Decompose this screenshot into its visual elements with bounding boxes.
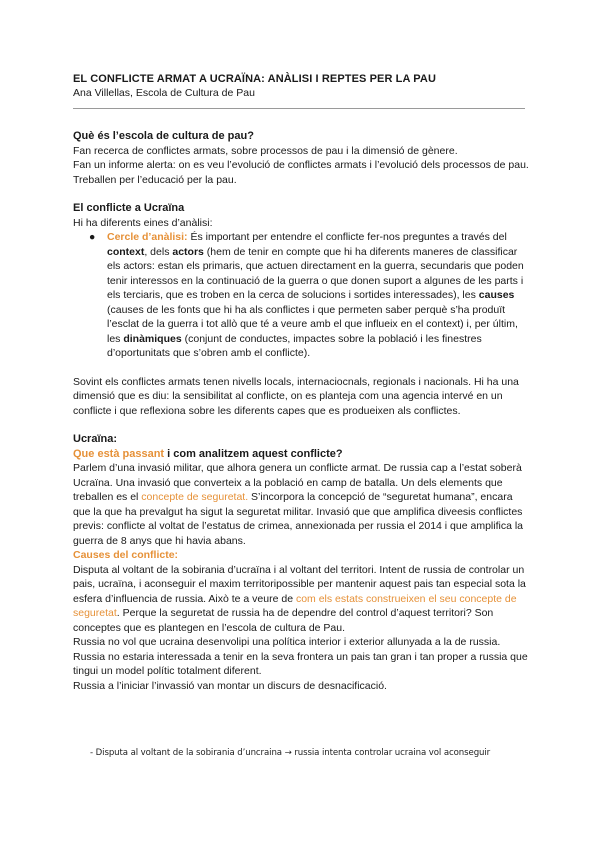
causes-heading: Causes del conflicte:	[73, 549, 179, 561]
ukraine-paragraph-5: Russia a l’iniciar l’invassió van montar un discurs de desnacificació.	[73, 679, 387, 692]
ukraine-heading: Ucraïna:	[73, 433, 118, 445]
states-security-highlight: com els estats construeixen el seu concepte de seguretat	[73, 592, 517, 619]
school-line-3: Treballen per l’educació per la pau.	[73, 173, 237, 186]
ukraine-paragraph-1	[73, 461, 529, 548]
school-line-1: Fan recerca de conflictes armats, sobre processos de pau i la dimensió de gènere.	[73, 144, 458, 157]
security-concept-highlight: concepte de seguretat.	[141, 491, 249, 503]
term-dynamics: dinàmiques	[123, 332, 182, 345]
document-page	[73, 72, 529, 693]
paragraph-text: Disputa al voltant de la sobirania d’ucraïna i al voltant del territori. Intent de russia de controlar un pais, ucraïna, i aconseguir el maxim territoripossible per mantenir aquest pais tan especial sota la esfera d’influencia de russia. Això te a veure de	[73, 563, 526, 605]
school-line-2: Fan un informe alerta: on es veu l’evolució de conflictes armats i l’evolució dels processos de pau.	[73, 159, 529, 171]
bullet-text: (conjunt de conductes, impactes sobre la població i les finestres d’oportunitats que s’obren amb el conflicte).	[107, 332, 482, 359]
term-actors: actors	[172, 245, 204, 258]
bullet-text: (hem de tenir en compte que hi ha diferents maneres de classificar els actors: estan els primaris, que actuen directament en la guerra, secundaris que poden tenir interessos en la continuació de la guerra o que donen suport a algunes de les parts i els terciaris, que es troben en la cerca de solucions i sortides interessades), les	[107, 245, 524, 301]
document-title: EL CONFLICTE ARMAT A UCRAÏNA: ANÀLISI I REPTES PER LA PAU	[73, 73, 436, 85]
ukraine-paragraph-3: Russia no vol que ucraina desenvolipi una política interior i exterior allunyada a la de russia.	[73, 636, 501, 648]
ukraine-paragraph-4: Russia no estaria interessada a tenir en la seva frontera un pais tan gran i tan proper a russia que tingui un model polític totalment diferent.	[73, 650, 528, 677]
paragraph-text: Parlem d’una invasió militar, que alhora genera un conflicte armat. De russia cap a l’estat soberà Ucraïna. Una invasió que converteix a la població en camp de batalla. Un dels elements que treballen es el	[73, 462, 522, 503]
bullet-text: (causes de les fonts que hi ha als conflictes i que permeten saber perquè s’ha produït l’esclat de la guerra i tot allò que té a veure amb el que influeix en el context) i, per últim, les	[107, 303, 518, 345]
bullet-icon: ●	[89, 231, 96, 243]
question-rest: i com analitzem aquest conflicte?	[164, 447, 343, 460]
conflict-heading: El conflicte a Ucraïna	[73, 202, 185, 214]
term-causes: causes	[478, 289, 515, 301]
term-context: context	[107, 245, 145, 258]
paragraph-text: . Perque la seguretat de russia ha de dependre del control d’aquest territori? Son conceptes que es plantegen en l’escola de cultura de Pau.	[73, 607, 494, 634]
document-author: Ana Villellas, Escola de Cultura de Pau	[73, 87, 255, 99]
analysis-tools-list	[73, 230, 529, 361]
bullet-text: , dels	[144, 245, 173, 258]
paragraph-text: S’incorpora la concepció de “seguretat humana”, encara que la que ha prevalgut ha sigut la seguretat militar. Invasió que que amplifica diveesis conflictes previs: conflicte al voltat de l’estatus de crimea, annexionada per russia el 2014 i que amplifica la guerra de 8 anys que hi havia abans.	[73, 491, 523, 547]
conflict-paragraph: Sovint els conflictes armats tenen nivells locals, internaciocnals, regionals i nacionals. Hi ha una dimensió que es diu: la sensibilitat al conflicte, on es planteja com una agencia intervé en un conflicte i que reflexiona sobre les diferents capes que es produeixen als conflictes.	[73, 375, 519, 417]
list-item	[87, 230, 529, 361]
ukraine-question	[73, 447, 529, 462]
footer-note: - Disputa al voltant de la sobirania d’uncraina → russia intenta controlar ucraina vol aconseguir	[90, 748, 491, 758]
ukraine-paragraph-2	[73, 563, 529, 636]
question-highlight: Que està passant	[73, 447, 165, 460]
conflict-intro: Hi ha diferents eines d’anàlisi:	[73, 216, 213, 229]
school-heading: Què és l’escola de cultura de pau?	[73, 130, 254, 142]
analysis-circle-term: Cercle d’anàlisi:	[107, 231, 188, 243]
bullet-text: És important per entendre el conflicte fer-nos preguntes a través del	[187, 231, 507, 243]
